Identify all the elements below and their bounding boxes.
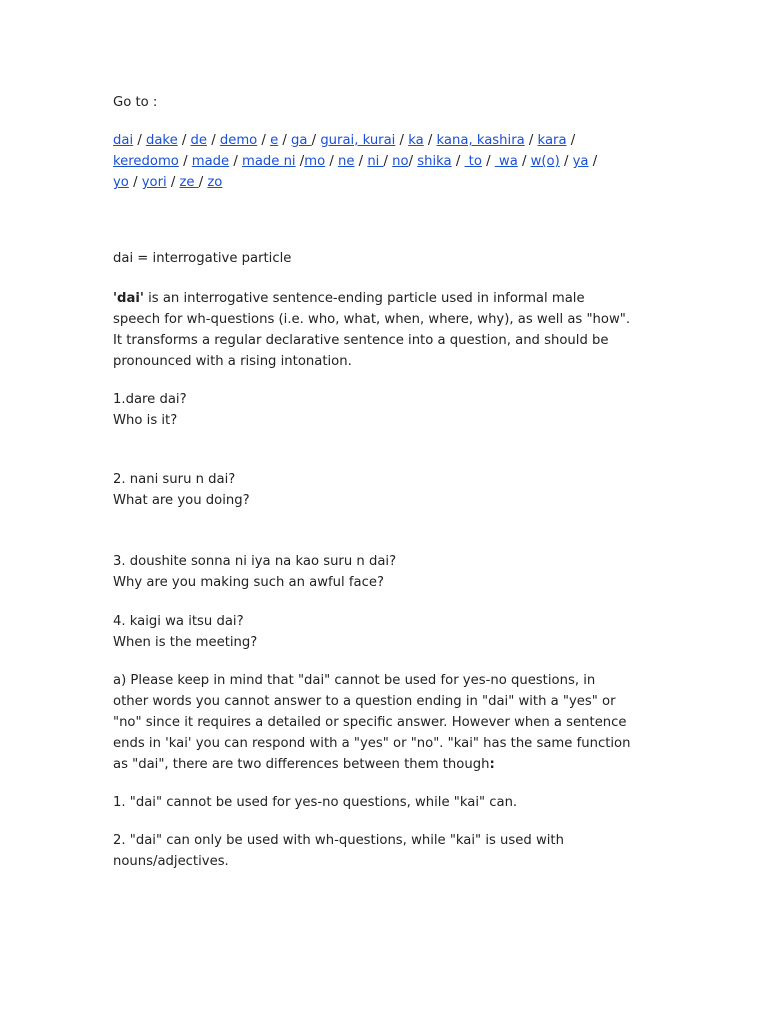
nav-separator: / [517,154,531,169]
intro-line: pronounced with a rising intonation. [113,354,352,369]
nav-link-gurai-kurai[interactable]: gurai, kurai [320,133,396,148]
nav-link-keredomo[interactable]: keredomo [113,154,179,169]
nav-link-demo[interactable]: demo [219,133,258,148]
example-3 [113,551,658,593]
nav-separator: / [257,133,271,148]
nav-separator: / [354,154,368,169]
example-2 [113,469,658,511]
nav-separator: / [229,154,242,169]
example-japanese: 4. kaigi wa itsu dai? [113,614,244,629]
example-english: Who is it? [113,413,178,428]
nav-link-ze[interactable]: ze [179,175,199,190]
nav-link-ni[interactable]: ni [367,154,384,169]
intro-line: 'dai' is an interrogative sentence-ending particle used in informal male [113,291,585,306]
example-japanese: 3. doushite sonna ni iya na kao suru n dai? [113,554,397,569]
nav-link-e[interactable]: e [270,133,279,148]
nav-line [113,151,658,172]
note-line: other words you cannot answer to a question ending in "dai" with a "yes" or [113,694,616,709]
intro-line: It transforms a regular declarative sentence into a question, and should be [113,333,609,348]
difference-1 [113,792,658,813]
section-heading: dai = interrogative particle [113,251,292,266]
particle-navigation [113,130,658,193]
nav-separator: / [295,154,305,169]
nav-separator: / [451,154,465,169]
difference-line: nouns/adjectives. [113,854,229,869]
nav-separator: / [524,133,538,148]
intro-term: 'dai' [113,291,144,306]
example-japanese: 1.dare dai? [113,392,187,407]
nav-separator: / [278,133,292,148]
nav-link-dai[interactable]: dai [113,133,134,148]
note-colon: : [489,757,495,772]
nav-line [113,130,658,151]
nav-link-wa[interactable]: wa [494,154,518,169]
nav-separator: / [395,133,409,148]
nav-separator: / [198,175,208,190]
nav-separator: / [408,154,418,169]
note-line: ends in 'kai' you can respond with a "yes" or "no". "kai" has the same function [113,736,631,751]
nav-separator: / [133,133,146,148]
nav-separator: / [311,133,321,148]
note-line: "no" since it requires a detailed or specific answer. However when a sentence [113,715,627,730]
intro-line: speech for wh-questions (i.e. who, what, when, where, why), as well as "how". [113,312,631,327]
intro-paragraph [113,288,658,372]
nav-separator: / [423,133,437,148]
example-english: What are you doing? [113,493,250,508]
nav-separator: / [566,133,576,148]
example-4 [113,611,658,653]
nav-separator: / [128,175,142,190]
nav-separator: / [588,154,598,169]
nav-link-kara[interactable]: kara [537,133,567,148]
note-paragraph [113,670,658,775]
nav-separator: / [559,154,573,169]
nav-link-shika[interactable]: shika [417,154,452,169]
nav-link-made-ni[interactable]: made ni [241,154,296,169]
difference-line: 2. "dai" can only be used with wh-questions, while "kai" is used with [113,833,564,848]
nav-link-zo[interactable]: zo [207,175,223,190]
nav-link-yo[interactable]: yo [113,175,129,190]
difference-line: 1. "dai" cannot be used for yes-no questions, while "kai" can. [113,795,518,810]
nav-separator: / [325,154,338,169]
nav-separator: / [166,175,180,190]
nav-link-de[interactable]: de [190,133,207,148]
difference-2 [113,830,658,872]
nav-link-ne[interactable]: ne [338,154,355,169]
nav-link-dake[interactable]: dake [145,133,178,148]
nav-link-ya[interactable]: ya [572,154,589,169]
nav-link-to[interactable]: to [464,154,482,169]
nav-separator: / [481,154,495,169]
nav-line [113,172,658,193]
nav-link-ga[interactable]: ga [291,133,312,148]
example-japanese: 2. nani suru n dai? [113,472,236,487]
nav-separator: / [207,133,220,148]
example-english: When is the meeting? [113,635,258,650]
nav-link-yori[interactable]: yori [141,175,167,190]
nav-link-mo[interactable]: mo [304,154,326,169]
nav-link-w-o[interactable]: w(o) [530,154,560,169]
nav-separator: / [383,154,393,169]
nav-link-no[interactable]: no [392,154,409,169]
nav-separator: / [177,133,191,148]
note-line: as "dai", there are two differences between them though: [113,757,495,772]
goto-label: Go to : [113,95,158,110]
example-1 [113,389,658,431]
nav-link-kana-kashira[interactable]: kana, kashira [436,133,525,148]
note-line: a) Please keep in mind that "dai" cannot be used for yes-no questions, in [113,673,596,688]
nav-link-made[interactable]: made [191,154,230,169]
example-english: Why are you making such an awful face? [113,575,384,590]
nav-link-ka[interactable]: ka [408,133,424,148]
nav-separator: / [178,154,192,169]
